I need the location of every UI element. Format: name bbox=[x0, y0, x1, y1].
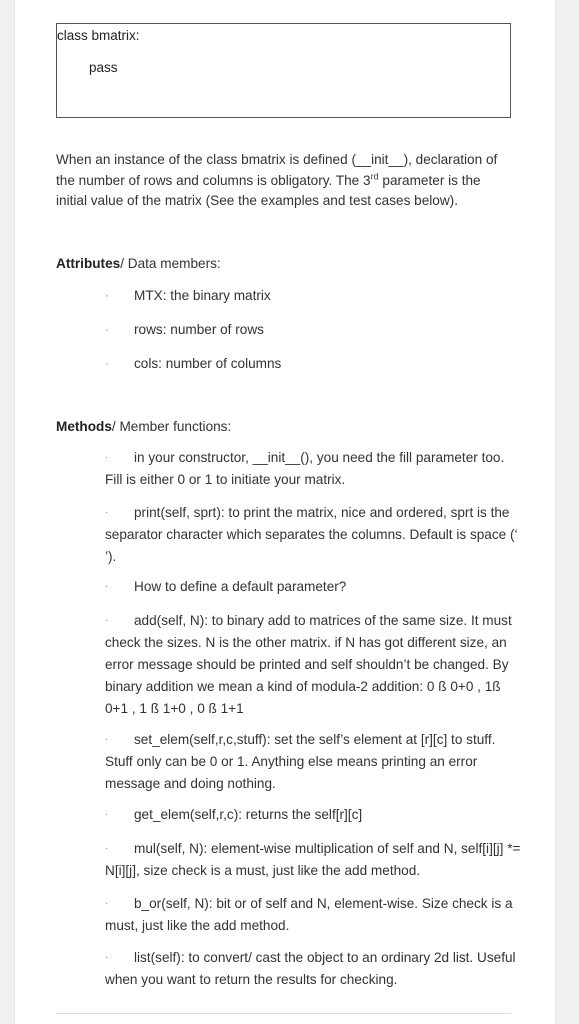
intro-superscript: rd bbox=[370, 170, 379, 181]
intro-text-2: parameter is the initial value of the matrix (See the examples and test cases below). bbox=[56, 172, 481, 208]
method-item-print bbox=[105, 502, 523, 568]
attribute-bullet: · bbox=[105, 324, 109, 336]
bottom-divider bbox=[56, 1013, 511, 1014]
method-text: set_elem(self,r,c,stuff): set the self’s element at [r][c] to stuff. Stuff only can be 0 or 1. Anything else means printing an error message and doing nothing. bbox=[105, 732, 496, 791]
document-page bbox=[15, 0, 555, 1024]
methods-heading bbox=[56, 419, 231, 434]
attribute-bullet: · bbox=[105, 358, 109, 370]
code-line-class: class bmatrix: bbox=[57, 28, 140, 43]
method-text: add(self, N): to binary add to matrices of the same size. It must check the sizes. N is the other matrix. if N has got different size, an error message should be printed and self shouldn’t be changed. By binary addition we mean a kind of modula-2 addition: 0 ß 0+0 , 1ß 0+1 , 1 ß 1+0 , 0 ß 1+1 bbox=[105, 613, 512, 716]
method-bullet: · bbox=[105, 507, 109, 518]
method-text: list(self): to convert/ cast the object to an ordinary 2d list. Useful when you want to return the results for checking. bbox=[105, 950, 516, 987]
attributes-heading-rest: / Data members: bbox=[120, 256, 221, 271]
methods-heading-bold: Methods bbox=[56, 419, 112, 434]
method-bullet: · bbox=[105, 452, 109, 463]
method-item-default-param bbox=[105, 576, 523, 598]
intro-paragraph bbox=[56, 150, 511, 212]
method-bullet: · bbox=[105, 843, 109, 854]
code-block bbox=[56, 23, 511, 118]
attributes-heading-bold: Attributes bbox=[56, 256, 121, 271]
attribute-item-rows: rows: number of rows bbox=[134, 322, 264, 337]
methods-heading-rest: / Member functions: bbox=[111, 419, 232, 434]
method-item-set-elem bbox=[105, 729, 523, 795]
attribute-item-cols: cols: number of columns bbox=[134, 356, 282, 371]
method-text: mul(self, N): element-wise multiplication of self and N, self[i][j] *= N[i][j], size check is a must, just like the add method. bbox=[105, 841, 521, 878]
code-line-pass: pass bbox=[89, 60, 118, 75]
attribute-bullet: · bbox=[105, 290, 109, 302]
method-item-constructor bbox=[105, 447, 523, 491]
method-bullet: · bbox=[105, 952, 109, 963]
attribute-item-mtx: MTX: the binary matrix bbox=[134, 288, 271, 303]
method-text: print(self, sprt): to print the matrix, nice and ordered, sprt is the separator character which separates the columns. Default is space (‘ ’). bbox=[105, 505, 518, 564]
method-text: b_or(self, N): bit or of self and N, element-wise. Size check is a must, just like the add method. bbox=[105, 896, 513, 933]
method-bullet: · bbox=[105, 615, 109, 626]
method-item-b-or bbox=[105, 893, 523, 937]
method-text: How to define a default parameter? bbox=[134, 579, 347, 594]
method-bullet: · bbox=[105, 898, 109, 909]
method-text: in your constructor, __init__(), you need the fill parameter too. Fill is either 0 or 1 to initiate your matrix. bbox=[105, 450, 505, 487]
method-item-get-elem bbox=[105, 804, 523, 826]
method-item-list bbox=[105, 947, 523, 991]
method-bullet: · bbox=[105, 734, 109, 745]
method-item-mul bbox=[105, 838, 523, 882]
attributes-heading bbox=[56, 256, 221, 271]
intro-text-1: When an instance of the class bmatrix is defined (__init__), declaration of the number of rows and columns is obligatory. The 3 bbox=[56, 152, 498, 188]
method-item-add bbox=[105, 610, 523, 720]
method-bullet: · bbox=[105, 809, 109, 820]
method-bullet: · bbox=[105, 581, 109, 592]
method-text: get_elem(self,r,c): returns the self[r][c] bbox=[134, 807, 363, 822]
